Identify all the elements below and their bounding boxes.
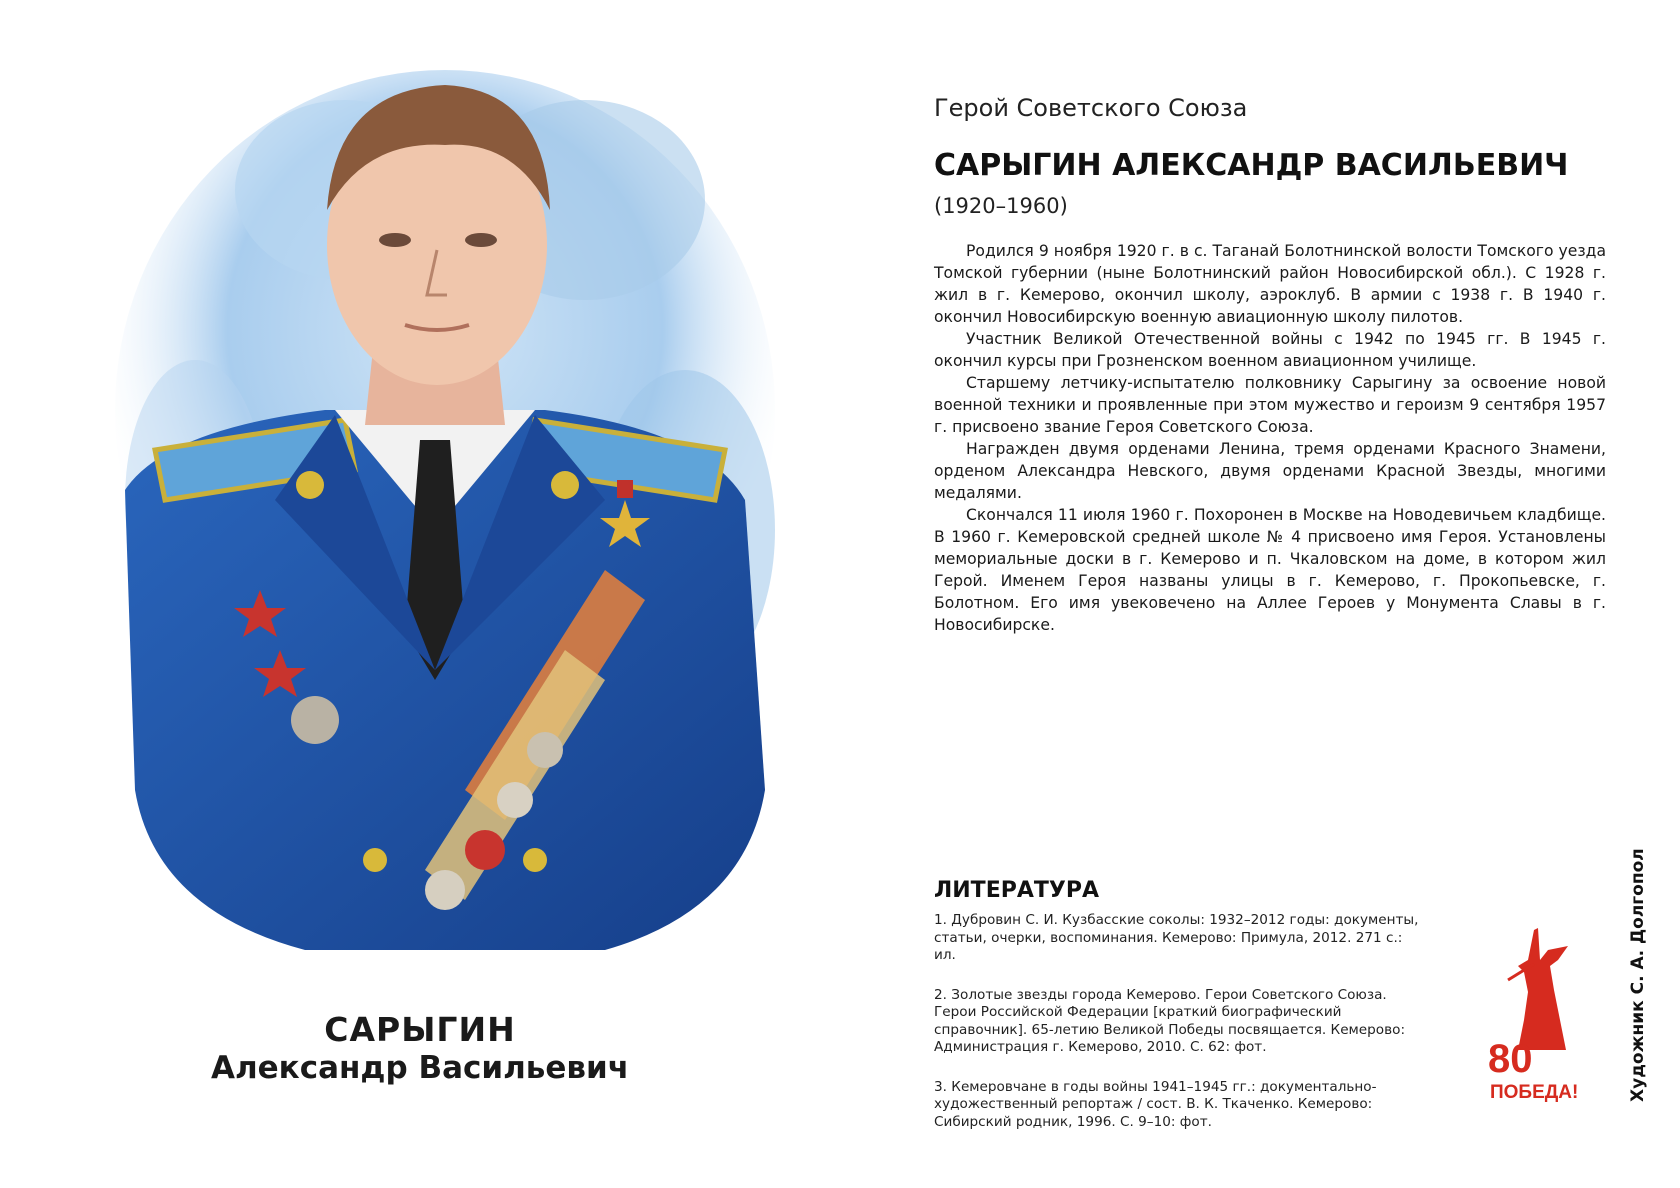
literature-item: 1. Дубровин С. И. Кузбасские соколы: 1932–2012 годы: документы, статьи, очерки, воспоминания. Кемерово: Примула, 2012. 271 с.: ил. (934, 912, 1419, 963)
page-title: САРЫГИН АЛЕКСАНДР ВАСИЛЬЕВИЧ (934, 148, 1569, 183)
biography-paragraph: Родился 9 ноября 1920 г. в с. Таганай Болотнинской волости Томского уезда Томской губернии (ныне Болотнинский район Новосибирской обл.). С 1928 г. жил в г. Кемерово, окончил школу, аэроклуб. В армии с 1938 г. В 1940 г. окончил Новосибирскую военную авиационную школу пилотов. (934, 242, 1606, 326)
hero-portrait-image (45, 30, 825, 990)
biography-paragraph: Старшему летчику-испытателю полковнику Сарыгину за освоение новой военной техники и проявленные при этом мужество и героизм 9 сентября 1957 г. присвоено звание Героя Советского Союза. (934, 374, 1606, 436)
literature-item: 2. Золотые звезды города Кемерово. Герои Советского Союза. Герои Российской Федерации [краткий биографический справочник]. 65-летию Великой Победы посвящается. Кемерово: Администрация г. Кемерово, 2010. С. 62: фот. (934, 986, 1406, 1055)
biography-paragraph: Скончался 11 июля 1960 г. Похоронен в Москве на Новодевичьем кладбище. В 1960 г. Кемеровской средней школе № 4 присвоено имя Героя. Установлены мемориальные доски в г. Кемерово и п. Чкаловском на доме, в котором жил Герой. Именем Героя названы улицы в г. Кемерово, г. Прокопьевске, г. Болотном. Его имя увековечено на Аллее Героев у Монумента Славы в г. Новосибирске. (934, 506, 1606, 634)
hero-rank-label: Герой Советского Союза (934, 94, 1248, 122)
logo-number: 80 (1488, 1037, 1533, 1081)
biography-paragraph: Награжден двумя орденами Ленина, тремя орденами Красного Знамени, орденом Александра Невского, двумя орденами Красной Звезды, многими медалями. (934, 440, 1606, 502)
literature-list (934, 912, 1424, 1153)
literature-item: 3. Кемеровчане в годы войны 1941–1945 гг.: документально-художественный репортаж / сост. В. К. Ткаченко. Кемерово: Сибирский родник, 1996. С. 9–10: фот. (934, 1078, 1377, 1130)
biography-paragraph: Участник Великой Отечественной войны с 1942 по 1945 гг. В 1945 г. окончил курсы при Грозненском военном авиационном училище. (934, 330, 1606, 370)
biography-text (934, 240, 1606, 636)
artist-credit: Художник С. А. Долгопол (1628, 848, 1648, 1102)
logo-text: ПОБЕДА! (1490, 1082, 1579, 1103)
literature-heading: ЛИТЕРАТУРА (934, 878, 1099, 903)
life-years: (1920–1960) (934, 194, 1068, 218)
portrait-name-caption (140, 1010, 700, 1087)
victory-80-logo (1488, 920, 1584, 1105)
portrait-given-name: Александр Васильевич (210, 1049, 630, 1086)
portrait-surname: САРЫГИН (324, 1010, 516, 1049)
